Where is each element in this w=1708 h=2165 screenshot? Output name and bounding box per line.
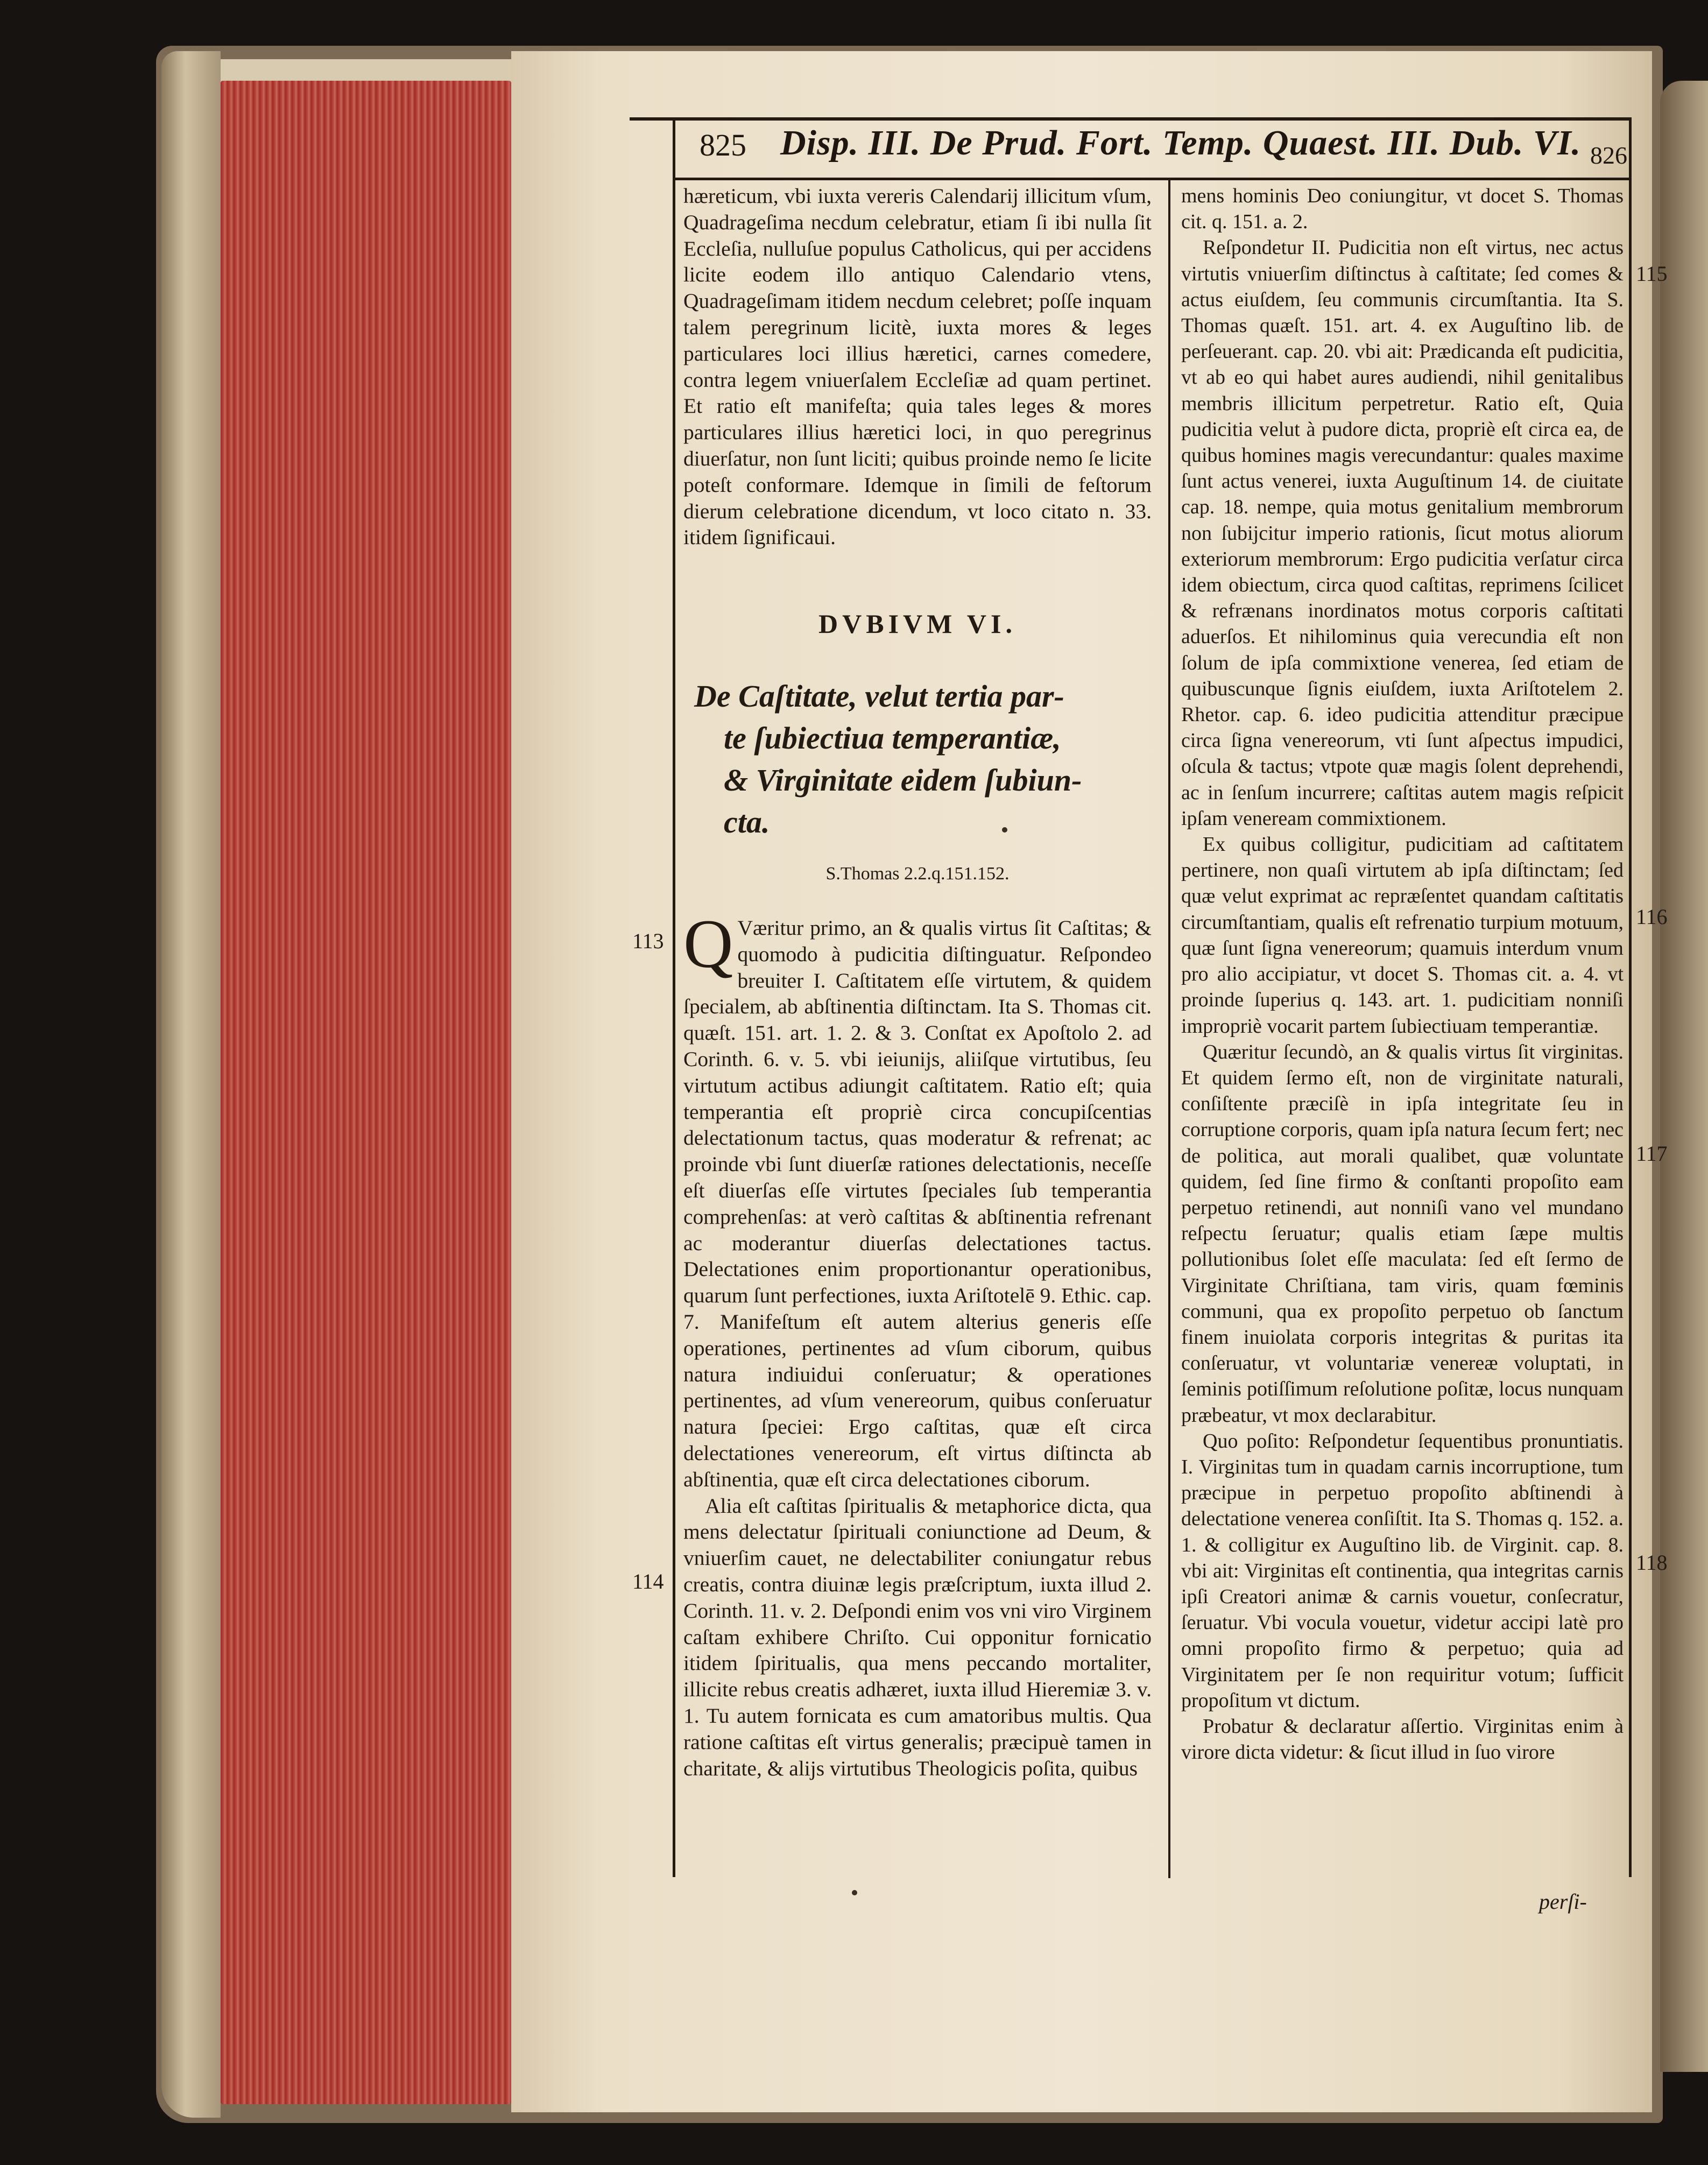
drop-cap: Q — [683, 906, 733, 982]
right-column — [1181, 183, 1624, 1765]
section-title — [694, 675, 1146, 843]
book-spine — [161, 51, 221, 2118]
left-page-number: 825 — [700, 128, 746, 163]
frame-left-rule — [673, 117, 675, 1877]
paragraph-115: Reſpondetur II. Pudicitia non eſt virtus, nec actus virtutis vniuerſim diſtinctus à caſtitate; ſed comes & actus eiuſdem, ſeu communis circumſtantia. Ita S. Thomas quæſt. 151. art. 4. ex Auguſtino lib. de perſeuerant. cap. 20. vbi ait: Prædicanda eſt pudicitia, vt ab eo qui habet aures audiendi, nihil genitalibus membris illicitum perpetretur. Ratio eſt, Quia pudicitia velut à pudore dicta, propriè eſt circa ea, de quibus homines magis verecundantur: quales maxime ſunt actus venerei, iuxta Auguſtinum 14. de ciuitate cap. 18. nempe, quia motus genitalium membrorum non ſubijcitur imperio rationis, ſicut motus aliorum exteriorum membrorum: Ergo pudicitia verſatur circa idem obiectum, circa quod caſtitas, reprimens ſcilicet & refrænans inordinatos motus corporis caſtitati aduerſos. Et nihilominus quia verecundia eſt non ſolum de ipſa commixtione venerea, ſed etiam de quibuscunque ſignis eiuſdem, iuxta Ariſtotelem 2. Rhetor. cap. 6. ideo pudicitia attenditur præcipue circa ſigna venereorum, vti ſunt aſpectus impudici, oſcula & tactus; vtpote quæ magis ſolent deprehendi, ac in ſenſum incurrere; caſtitas autem magis reſpicit ipſam veneream commixtionem. — [1181, 236, 1624, 830]
column-divider-rule — [1168, 178, 1170, 1878]
red-page-edges — [221, 81, 511, 2104]
print-mark — [1002, 827, 1007, 833]
running-title: Disp. III. De Prud. Fort. Temp. Quaest. III. Dub. VI. — [780, 123, 1582, 163]
frame-right-rule — [1629, 117, 1632, 1877]
header-rule — [673, 178, 1632, 180]
paragraph-116: Ex quibus colligitur, pudicitiam ad caſtitatem pertinere, non quaſi virtutem ab ipſa diſtinctam; ſed quæ velut exprimat ac repræſentet quandam caſtitatis circumſtantiam, qualis eſt refrenatio turpium motuum, quæ ſunt ſigna venereorum; quamuis interdum vnum pro alio accipiatur, vt docet S. Thomas cit. a. 4. vt proinde ſuperius q. 143. art. 1. pudicitiam nonniſi impropriè vocarit partem ſubiectiuam temperantiæ. — [1181, 833, 1624, 1038]
title-line: & Virginitate eidem ſubiun- — [724, 763, 1082, 798]
margin-number-114: 114 — [632, 1569, 664, 1593]
left-column-top — [683, 183, 1152, 551]
paragraph-continuation-right: mens hominis Deo coniungitur, vt docet S. Thomas cit. q. 151. a. 2. — [1181, 185, 1624, 234]
margin-number-113: 113 — [632, 929, 664, 953]
print-mark — [852, 1890, 857, 1895]
margin-number-115: 115 — [1636, 262, 1668, 286]
facing-page-edge — [1660, 81, 1708, 2072]
paragraph-113 — [683, 906, 1152, 1493]
title-line: te ſubiectiua temperantiæ, — [724, 721, 1061, 756]
paragraph-118: Quo poſito: Reſpondetur ſequentibus pronuntiatis. I. Virginitas tum in quadam carnis incorruptione, tum præcipue in perpetuo propoſito abſtinendi à delectatione venerea conſiſtit. Ita S. Thomas q. 152. a. 1. & colligitur ex Auguſtino lib. de Virginit. cap. 8. vbi ait: Virginitas eſt continentia, qua integritas carnis ipſi Creatori animæ & carnis vouetur, conſecratur, ſeruatur. Vbi vocula vouetur, videtur accipi latè pro omni propoſito firmo & perpetuo; quia ad Virginitatem per ſe non requiritur votum; ſufficit propoſitum vt dictum. — [1181, 1429, 1624, 1712]
paragraph-117: Quæritur ſecundò, an & qualis virtus ſit virginitas. Et quidem ſermo eſt, non de virginitate naturali, conſiſtente præciſè in ipſa integritate ſeu in corruptione corporis, quam ipſa natura ſecum fert; nec de politica, aut morali qualibet, quæ voluntate quidem, ſed ſine firmo & conſtanti propoſito eam perpetuo retinendi, aut nonniſi vano vel mundano reſpectu ſeruatur; qualis etiam ſæpe multis pollutionibus ſolet eſſe maculata: ſed eſt ſermo de Virginitate Chriſtiana, tam viris, quam fœminis communi, qua ex propoſito perpetuo ob ſanctum finem inuiolata corporis integritas & puritas ita conſeruatur, vt voluntariæ venereæ voluptati, in ſeminis potiſſimum reſolutione poſitæ, locus nunquam præbeatur, vt mox declarabitur. — [1181, 1040, 1624, 1427]
margin-number-118: 118 — [1636, 1550, 1668, 1575]
paragraph-continuation: hæreticum, vbi iuxta vereris Calendarij illicitum vſum, Quadrageſima necdum celebratur, etiam ſi ibi nulla ſit Eccleſia, nulluſue populus Catholicus, qui per accidens licite eodem illo antiquo Calendario vtens, Quadrageſimam itidem necdum celebret; poſſe inquam talem peregrinum licitè, iuxta mores & leges particulares loci illius hæretici, carnes comedere, contra legem vniuerſalem Eccleſiæ ad quam pertinet. Et ratio eſt manifeſta; quia tales leges & mores particulares illius hæretici loci, in quo peregrinus diuerſatur, non ſunt liciti; quibus proinde nemo ſe licite poteſt conformare. Idemque in ſimili de feſtorum dierum celebratione dicendum, vt loco citato n. 33. itidem ſignificaui. — [683, 184, 1152, 549]
source-reference: S.Thomas 2.2.q.151.152. — [825, 864, 1010, 884]
paragraph-114: Alia eſt caſtitas ſpiritualis & metaphorice dicta, qua mens delectatur ſpirituali coniunctione ad Deum, & vniuerſim cauet, ne delectabiliter coniungatur rebus creatis, contra diuinæ legis præſcriptum, iuxta illud 2. Corinth. 11. v. 2. Deſpondi enim vos vni viro Virginem caſtam exhibere Chriſto. Cui opponitur fornicatio itidem ſpiritualis, qua mens peccando mortaliter, illicite rebus creatis adhæret, iuxta illud Hieremiæ 3. v. 1. Tu autem fornicata es cum amatoribus multis. Qua ratione caſtitas eſt virtus generalis; præcipuè tamen in charitate, & alijs virtutibus Theologicis poſita, quibus — [683, 1493, 1152, 1780]
margin-number-116: 116 — [1636, 905, 1668, 929]
title-line: De Caſtitate, velut tertia par- — [694, 679, 1064, 714]
frame-top-rule — [630, 117, 1632, 121]
section-heading: DVBIVM VI. — [818, 609, 1017, 639]
paragraph-last: Probatur & declaratur aſſertio. Virginitas enim à virore dicta videtur: & ſicut illud in ſuo virore — [1181, 1715, 1624, 1764]
catchword: perſi- — [1539, 1889, 1587, 1914]
left-column-body — [683, 906, 1152, 1781]
margin-number-117: 117 — [1636, 1141, 1668, 1166]
title-line: cta. — [724, 805, 770, 840]
paragraph-113-text: Væritur primo, an & qualis virtus ſit Caſtitas; & quomodo à pudicitia diſtinguatur. Reſpondeo breuiter I. Caſtitatem eſſe virtutem, & quidem ſpecialem, ab abſtinentia diſtinctam. Ita S. Thomas cit. quæſt. 151. art. 1. 2. & 3. Conſtat ex Apoſtolo 2. ad Corinth. 6. v. 5. vbi ieiunijs, aliiſque virtutibus, ſeu virtutum actibus adiungit caſtitatem. Ratio eſt; quia temperantia eſt propriè circa concupiſcentias delectationum tactus, quas moderatur & refrenat; ac proinde vbi ſunt diuerſæ rationes delectationis, neceſſe eſt diuerſas eſſe virtutes ſpeciales ſub temperantia comprehenſas: at verò caſtitas & abſtinentia refrenant ac moderantur diuerſas delectationes tactus. Delectationes enim proportionantur operationibus, quarum ſunt perfectiones, iuxta Ariſtotelē 9. Ethic. cap. 7. Manifeſtum eſt autem alterius generis eſſe operationes, pertinentes ad vſum ciborum, quibus natura indiuidui conſeruatur; & operationes pertinentes, ad vſum venereorum, quibus conſeruatur natura ſpeciei: Ergo caſtitas, quæ eſt circa delectationes venereorum, eſt virtus diſtincta ab abſtinentia, quæ eſt circa delectationes ciborum. — [683, 916, 1152, 1491]
right-page-number: 826 — [1590, 142, 1627, 169]
